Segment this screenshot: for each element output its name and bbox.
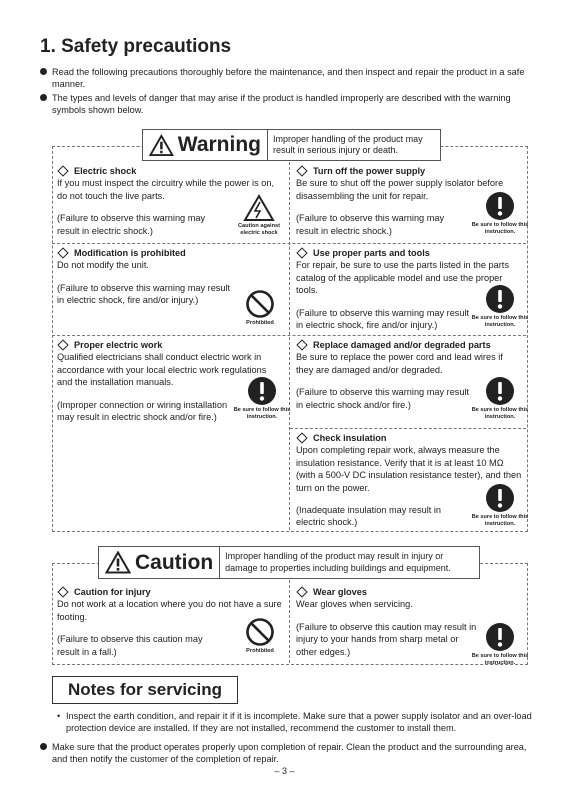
diamond-icon <box>57 248 68 259</box>
mandatory-action-icon <box>485 622 515 652</box>
intro-item: The types and levels of danger that may arise if the product is handled improperly are described with the warning symbols shown below. <box>40 92 535 117</box>
symbol-caution-shock: Caution against electric shock <box>231 194 287 236</box>
symbol-mandatory: Be sure to follow this instruction. <box>232 376 292 420</box>
diamond-icon <box>57 340 68 351</box>
cell-modification: Modification is prohibited Do not modify the unit. (Failure to observe this warning may result in electric shock, fire and/or injury.) <box>57 248 231 306</box>
diamond-icon <box>57 587 68 598</box>
mandatory-action-icon <box>485 284 515 314</box>
diamond-icon <box>57 166 68 177</box>
mandatory-action-icon <box>485 483 515 513</box>
bullet-icon <box>40 743 47 750</box>
diamond-icon <box>296 587 307 598</box>
mandatory-action-icon <box>485 376 515 406</box>
warning-banner <box>142 129 441 161</box>
symbol-mandatory: Be sure to follow this instruction. <box>470 483 530 527</box>
cell-electric-shock: Electric shock If you must inspect the circuitry while the power is on, do not touch the live parts. (Failure to observe this warning may result in electric shock.) <box>57 166 275 236</box>
symbol-mandatory: Be sure to follow this instruction. <box>470 191 530 235</box>
diamond-icon <box>296 340 307 351</box>
caution-triangle-icon <box>105 551 131 574</box>
symbol-prohibited: Prohibited <box>238 617 282 655</box>
cell-caution-injury: Caution for injury Do not work at a location where you do not have a sure footing. (Failure to observe this caution may result in a fall.) <box>57 587 282 657</box>
notes-final: Make sure that the product operates properly upon completion of repair. Clean the product and the surrounding area, and then notify the customer of the completion of repair. <box>40 741 544 766</box>
warning-divider <box>289 162 290 530</box>
diamond-icon <box>296 166 307 177</box>
intro-list <box>40 66 535 118</box>
page-number: – 3 – <box>274 766 295 776</box>
small-bullet-icon: • <box>57 711 61 721</box>
cell-check-insulation: Check insulation Upon completing repair work, always measure the insulation resistance. Verify that it is at least 10 MΩ (with a 500-V DC insulation resistance tester), and then turn on the power. (Inadequate insulation may result in electric shock.) <box>296 433 522 528</box>
caution-banner <box>98 546 480 579</box>
bullet-icon <box>40 68 47 75</box>
cell-power-supply: Turn off the power supply Be sure to shut off the power supply isolator before disassembling the unit for repair. (Failure to observe this warning may result in electric shock.) <box>296 166 504 236</box>
cell-proper-parts: Use proper parts and tools For repair, be sure to use the parts listed in the parts catalog of the applicable model and use the proper tools. (Failure to observe this warning may result in electric shock, fire and/or injury.) <box>296 248 509 331</box>
cell-electric-work: Proper electric work Qualified electricians shall conduct electric work in accordance with your local electric work regulations and the installation manuals. (Improper connection or wiring installation may result in electric shock and/or fire.) <box>57 340 267 423</box>
warning-row-divider <box>52 335 526 336</box>
diamond-icon <box>296 433 307 444</box>
mandatory-action-icon <box>485 191 515 221</box>
page-title: 1. Safety precautions <box>40 36 232 57</box>
mandatory-action-icon <box>247 376 277 406</box>
warning-label: Warning <box>177 133 261 156</box>
cell-wear-gloves: Wear gloves Wear gloves when servicing. (Failure to observe this caution may result in injury to your hands from sharp metal or other edges.) <box>296 587 477 657</box>
bullet-icon <box>40 94 47 101</box>
warning-triangle-icon <box>149 134 174 157</box>
caution-label: Caution <box>135 550 214 574</box>
caution-desc: Improper handling of the product may result in injury or damage to properties including buildings and equipment. <box>225 551 451 573</box>
cell-replace-parts: Replace damaged and/or degraded parts Be sure to replace the power cord and lead wires if they are damaged and/or degraded. (Failure to observe this warning may result in electric shock and/or fire.) <box>296 340 503 410</box>
warning-row-divider <box>52 243 526 244</box>
symbol-prohibited: Prohibited <box>238 289 282 327</box>
warning-desc: Improper handling of the product may result in serious injury or death. <box>273 133 423 155</box>
prohibited-icon <box>245 617 275 647</box>
symbol-mandatory: Be sure to follow this instruction. <box>470 622 530 666</box>
warning-row-divider <box>290 428 526 429</box>
diamond-icon <box>296 248 307 259</box>
notes-item: • Inspect the earth condition, and repair it if it is incomplete. Make sure that a power supply isolator and an over-load protection device are installed. If they are not installed, recommend the customer to install them. <box>57 711 532 734</box>
symbol-mandatory: Be sure to follow this instruction. <box>470 284 530 328</box>
intro-item: Read the following precautions thoroughly before the maintenance, and then inspect and repair the product in a safe manner. <box>40 66 535 91</box>
prohibited-icon <box>245 289 275 319</box>
electric-shock-icon <box>243 194 275 222</box>
symbol-mandatory: Be sure to follow this instruction. <box>470 376 530 420</box>
notes-title: Notes for servicing <box>52 676 238 704</box>
caution-divider <box>289 580 290 663</box>
